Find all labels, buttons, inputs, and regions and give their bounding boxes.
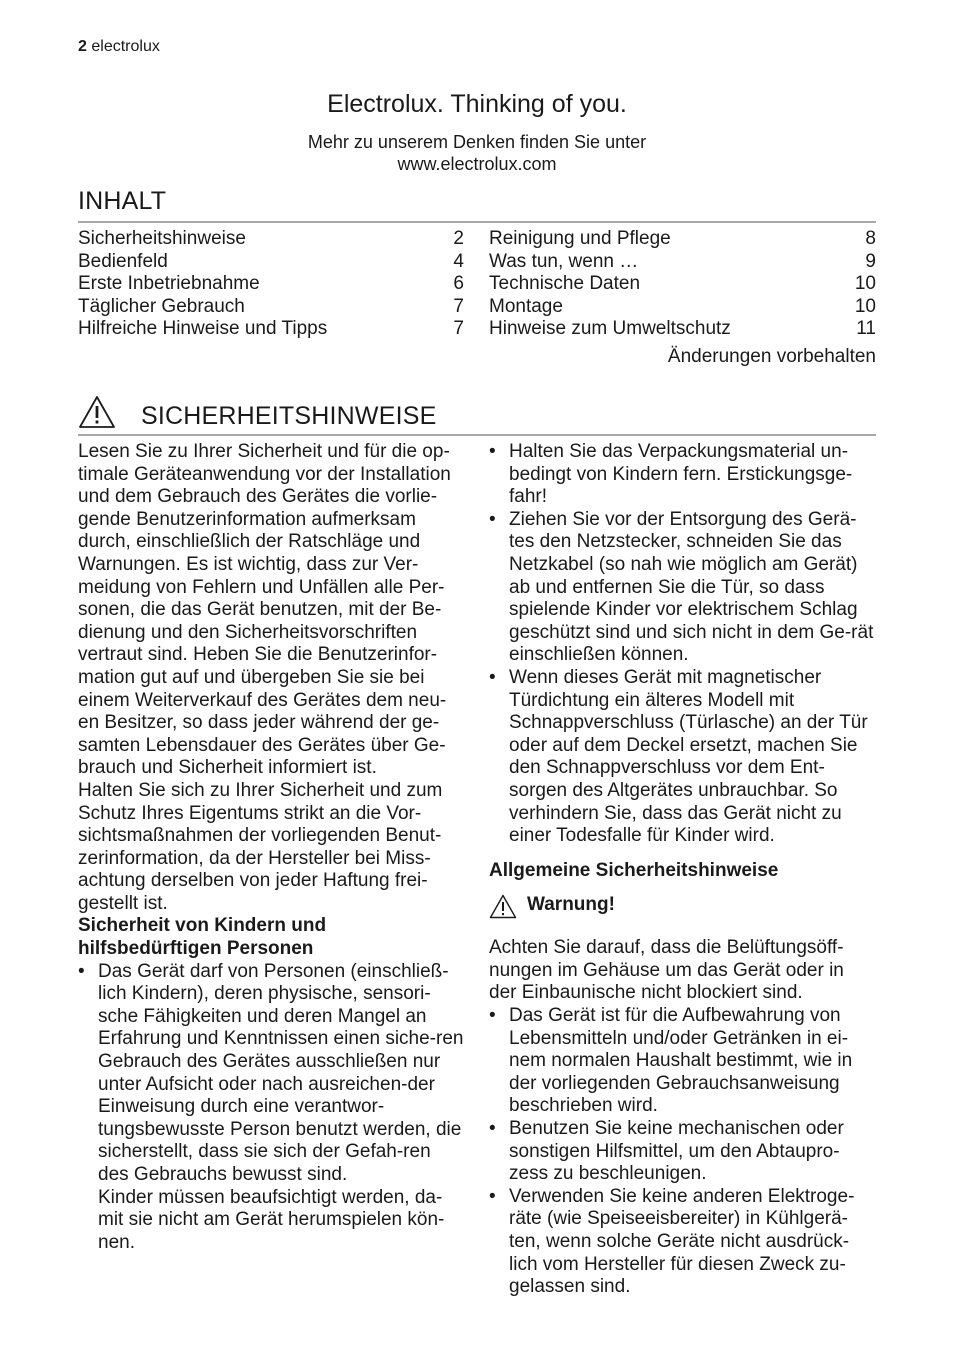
intro-paragraph: Lesen Sie zu Ihrer Sicherheit und für die op-timale Geräteanwendung vor der Installation und dem Gebrauch des Gerätes die vorlie-gende Benutzerinformation aufmerksam durch, einschließlich der Ratschläge und Warnungen. Es ist wichtig, dass zur Ver-meidung von Fehlern und Unfällen alle Per-sonen, die das Gerät benutzen, mit der Be-dienung und den Sicherheitsvorschriften vertraut sind. Heben Sie die Benutzerinfor-mation gut auf und übergeben Sie sie bei einem Weiterverkauf des Gerätes dem neu-en Besitzer, so dass jeder während der ge-samten Lebensdauer des Gerätes über Ge-brauch und Sicherheit informiert ist. xyxy=(78,441,451,779)
toc-entry[interactable]: Montage 10 xyxy=(489,295,876,317)
intro-paragraph: Halten Sie sich zu Ihrer Sicherheit und zum Schutz Ihres Eigentums strikt an die Vor-sichtsmaßnahmen der vorliegenden Benut-zerinformation, da der Hersteller bei Miss-achtung derselben von jeder Haftung frei-gestellt ist. xyxy=(78,779,443,914)
toc-rule xyxy=(78,221,876,223)
warning-triangle-icon xyxy=(489,894,517,919)
toc-note: Änderungen vorbehalten xyxy=(667,346,876,367)
warning-triangle-icon xyxy=(78,395,116,429)
list-item: • Halten Sie das Verpackungsmaterial un-bedingt von Kindern fern. Erstickungsge-fahr! xyxy=(489,441,876,509)
toc-right-column xyxy=(489,228,876,341)
list-item: • Wenn dieses Gerät mit magnetischer Türdichtung ein älteres Modell mit Schnappverschluss (Türlasche) an der Tür oder auf dem Deckel ersetzt, machen Sie den Schnappverschluss vor dem Ent-sorgen des Altgerätes unbrauchbar. So verhindern Sie, dass das Gerät nicht zu einer Todesfalle für Kinder wird. xyxy=(489,667,876,848)
toc-entry[interactable]: Hilfreiche Hinweise und Tipps 7 xyxy=(78,318,464,340)
left-column xyxy=(78,441,464,1254)
list-item: • Verwenden Sie keine anderen Elektroge-räte (wie Speiseeisbereiter) in Kühlgerä-ten, wenn solche Geräte nicht ausdrück-lich vom Hersteller für diesen Zweck zu-gelassen sind. xyxy=(489,1186,876,1299)
toc-entry[interactable]: Was tun, wenn … 9 xyxy=(489,250,876,272)
website-link[interactable]: www.electrolux.com xyxy=(397,154,557,174)
subline xyxy=(0,131,954,175)
toc-entry[interactable]: Erste Inbetriebnahme 6 xyxy=(78,273,464,295)
toc-entry[interactable]: Täglicher Gebrauch 7 xyxy=(78,295,464,317)
subheading-general: Allgemeine Sicherheitshinweise xyxy=(489,859,779,881)
section-rule xyxy=(78,434,876,436)
toc-entry[interactable]: Reinigung und Pflege 8 xyxy=(489,228,876,249)
subheading-children: Sicherheit von Kindern und hilfsbedürftigen Personen xyxy=(78,915,327,960)
toc-entry[interactable]: Hinweise zum Umweltschutz 11 xyxy=(489,318,876,340)
slogan: Electrolux. Thinking of you. xyxy=(327,90,627,118)
warning-label: Warnung! xyxy=(527,894,615,916)
general-list xyxy=(489,1005,876,1299)
page-number: 2 xyxy=(78,38,87,55)
toc-entry[interactable]: Sicherheitshinweise 2 xyxy=(78,228,464,249)
right-column xyxy=(489,441,876,1299)
section-title: SICHERHEITSHINWEISE xyxy=(141,402,437,430)
list-item: • Das Gerät ist für die Aufbewahrung von Lebensmitteln und/oder Getränken in ei-nem normalen Haushalt bestimmt, wie in der vorliegenden Gebrauchsanweisung beschrieben wird. xyxy=(489,1005,876,1118)
list-item: • Ziehen Sie vor der Entsorgung des Gerä-tes den Netzstecker, schneiden Sie das Netzkabel (so nah wie möglich am Gerät) ab und entfernen Sie die Tür, so dass spielende Kinder vor elektrischem Schlag geschützt sind und sich nicht in dem Ge-rät einschließen können. xyxy=(489,509,876,667)
toc-title: INHALT xyxy=(78,187,167,215)
toc-left-column xyxy=(78,228,464,341)
toc-entry[interactable]: Technische Daten 10 xyxy=(489,273,876,295)
list-item: • Benutzen Sie keine mechanischen oder sonstigen Hilfsmittel, um den Abtaupro-zess zu beschleunigen. xyxy=(489,1118,876,1186)
list-item: • Das Gerät darf von Personen (einschließ-lich Kindern), deren physische, sensori-sche Fähigkeiten und deren Mangel an Erfahrung und Kenntnissen einen siche-ren Gebrauch des Gerätes ausschließen nur unter Aufsicht oder nach ausreichen-der Einweisung durch eine verantwor-tungsbewusste Person benutzt werden, die sicherstellt, dass sie sich der Gefah-ren des Gebrauchs bewusst sind. Kinder müssen beaufsichtigt werden, da-mit sie nicht am Gerät herumspielen kön-nen. xyxy=(78,961,464,1255)
brand-name: electrolux xyxy=(91,38,160,55)
children-list-continued xyxy=(489,441,876,848)
warning-callout xyxy=(489,894,876,919)
subline-text: Mehr zu unserem Denken finden Sie unter xyxy=(307,132,647,152)
page-header xyxy=(78,37,160,57)
general-intro: Achten Sie darauf, dass die Belüftungsöff-nungen im Gehäuse um das Gerät oder in der Einbaunische nicht blockiert sind. xyxy=(489,937,844,1004)
children-list xyxy=(78,961,464,1255)
toc-entry[interactable]: Bedienfeld 4 xyxy=(78,250,464,272)
